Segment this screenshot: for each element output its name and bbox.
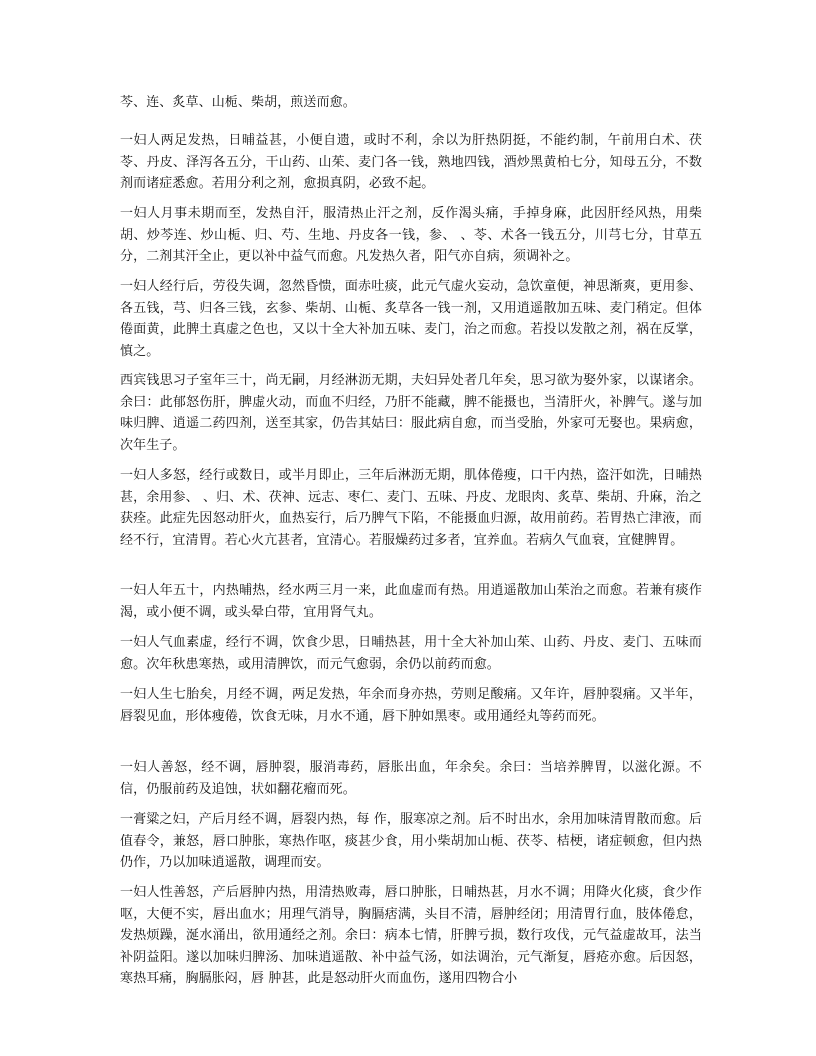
paragraph-11: 一膏粱之妇，产后月经不调，唇裂内热，每 作，服寒凉之剂。后不时出水，余用加味清胃散而愈。后值春令，兼怒，唇口肿胀，寒热作呕，痰甚少食，用小柴胡加山栀、茯苓、桔梗，诸症顿愈，但内热仍作，乃以加味逍遥散，调理而安。 — [120, 812, 702, 871]
paragraph-9: 一妇人生七胎矣，月经不调，两足发热，年余而身亦热，劳则足酸痛。又年许，唇肿裂痛。又半年，唇裂见血，形体瘦倦，饮食无味，月水不通，唇下肿如黑枣。或用通经丸等药而死。 — [120, 687, 702, 724]
paragraph-12: 一妇人性善怒，产后唇肿内热，用清热败毒，唇口肿胀，日晡热甚，月水不调；用降火化痰，食少作呕，大便不实，唇出血水；用理气消导，胸膈痞满，头目不清，唇肿经闭；用清胃行血，肢体倦怠，发热烦躁，涎水涌出，欲用通经之剂。余曰：病本七情，肝脾亏损，数行攻伐，元气益虚故耳，法当补阴益阳。遂以加味归脾汤、加味逍遥散、补中益气汤，如法调治，元气渐复，唇疮亦愈。后因怒，寒热耳痛，胸膈胀闷，唇 肿甚，此是怒动肝火而血伤，遂用四物合小 — [120, 885, 702, 987]
paragraph-2: 一妇人两足发热，日晡益甚，小便自遗，或时不利，余以为肝热阴挺，不能约制，午前用白术、茯苓、丹皮、泽泻各五分，干山药、山茱、麦门各一钱，熟地四钱，酒炒黑黄柏七分，知母五分，不数剂而诸症悉愈。若用分利之剂，愈损真阴，必致不起。 — [120, 133, 702, 192]
paragraph-3: 一妇人月事未期而至，发热自汗，服清热止汗之剂，反作渴头痛，手掉身麻，此因肝经风热，用柴胡、炒芩连、炒山栀、归、芍、生地、丹皮各一钱，参、 、苓、术各一钱五分，川芎七分，甘草五分，二剂其汗全止，更以补中益气而愈。凡发热久者，阳气亦自病，须调补之。 — [120, 206, 702, 265]
paragraph-5: 西宾钱思习子室年三十，尚无嗣，月经淋沥无期，夫妇异处者几年矣，思习欲为娶外家，以谋诸余。余曰：此郁怒伤肝，脾虚火动，而血不归经，乃肝不能藏，脾不能摄也，当清肝火，补脾气。遂与加味归脾、逍遥二药四剂，送至其家，仍告其姑曰：服此病自愈，而当受胎，外家可无娶也。果病愈，次年生子。 — [120, 373, 702, 453]
paragraph-6: 一妇人多怒，经行或数日，或半月即止，三年后淋沥无期，肌体倦瘦，口干内热，盗汗如洗，日晡热甚，余用参、 、归、术、茯神、远志、枣仁、麦门、五味、丹皮、龙眼肉、炙草、柴胡、升麻，治之获痊。此症先因怒动肝火，血热妄行，后乃脾气下陷，不能摄血归源，故用前药。若胃热亡津液，而经不行，宜清胃。若心火亢甚者，宜清心。若服燥药过多者，宜养血。若病久气血衰，宜健脾胃。 — [120, 468, 702, 548]
paragraph-1: 芩、连、炙草、山栀、柴胡，煎送而愈。 — [120, 95, 356, 110]
paragraph-8: 一妇人气血素虚，经行不调，饮食少思，日晡热甚，用十全大补加山茱、山药、丹皮、麦门、五味而愈。次年秋患寒热，或用清脾饮，而元气愈弱，余仍以前药而愈。 — [120, 635, 702, 672]
paragraph-7: 一妇人年五十，内热晡热，经水两三月一来，此血虚而有热。用逍遥散加山茱治之而愈。若兼有痰作渴，或小便不调，或头晕白带，宜用肾气丸。 — [120, 583, 702, 620]
paragraph-4: 一妇人经行后，劳役失调，忽然昏愦，面赤吐痰，此元气虚火妄动，急饮童便，神思渐爽，更用参、 各五钱，芎、归各三钱，玄参、柴胡、山栀、炙草各一钱一剂，又用逍遥散加五味、麦门稍定。但体倦面黄，此脾土真虚之色也，又以十全大补加五味、麦门，治之而愈。若投以发散之剂，祸在反掌，慎之。 — [120, 279, 702, 359]
paragraph-10: 一妇人善怒，经不调，唇肿裂，服消毒药，唇胀出血，年余矣。余曰：当培养脾胃，以滋化源。不信，仍服前药及追蚀，状如翻花瘤而死。 — [120, 760, 702, 797]
